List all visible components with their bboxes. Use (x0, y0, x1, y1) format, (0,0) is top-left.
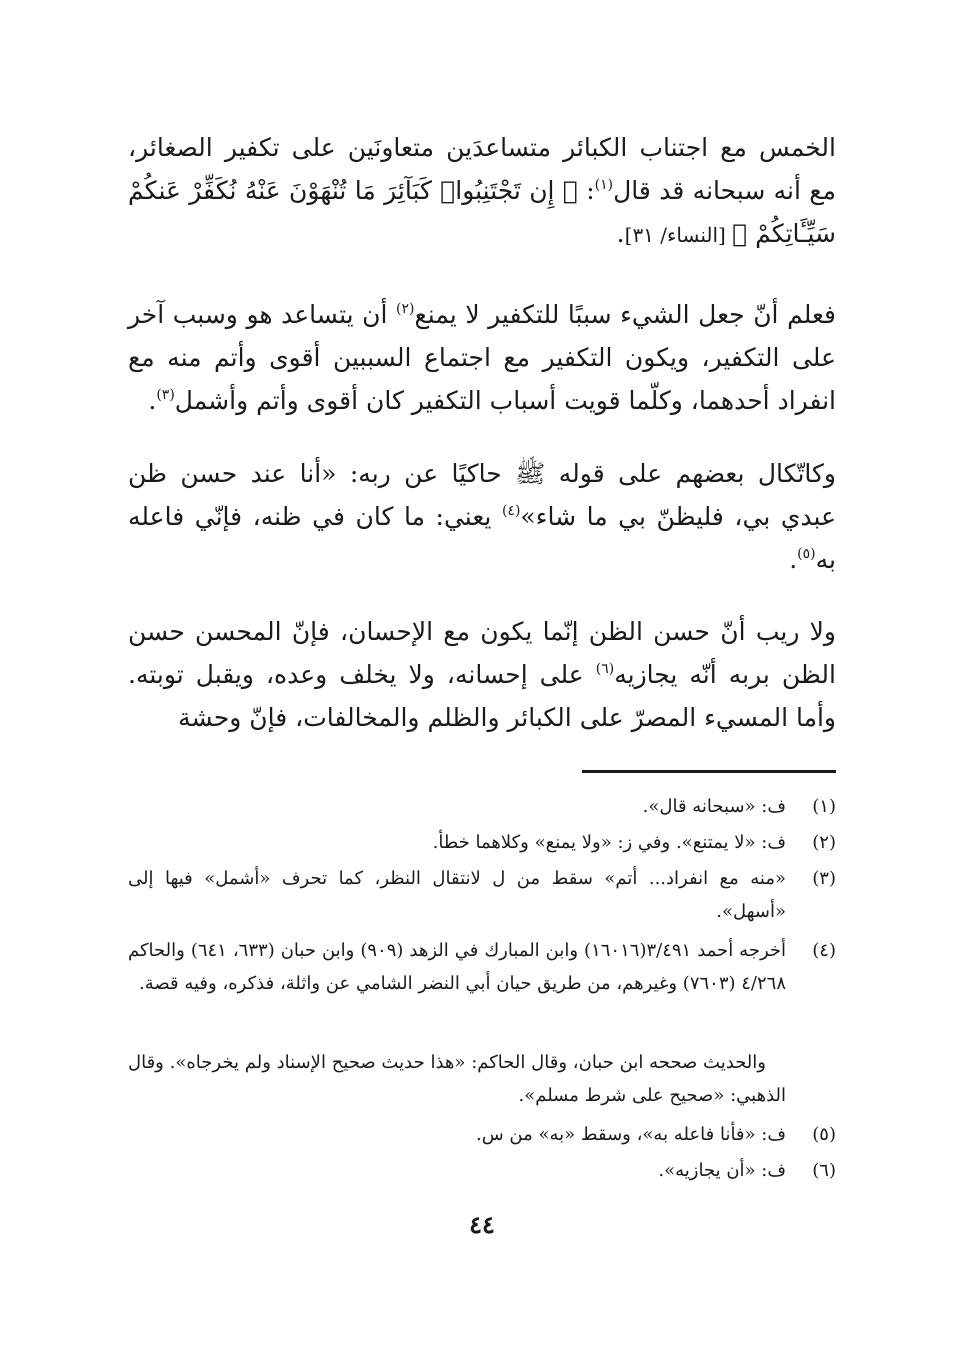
footnote-number: (٥) (812, 1124, 836, 1145)
paragraph-3 (128, 452, 836, 581)
paragraph-2 (128, 293, 836, 422)
footnote-ref-1: (١) (594, 177, 614, 193)
paragraph-3-text: وكاتّكال بعضهم على قوله ﷺ حاكيًا عن ربه: «أنا عند حسن ظن عبدي بي، فليظنّ بي ما شاء» (128, 459, 836, 531)
quran-verse: ﴿ إِن تَجْتَنِبُوا۟ كَبَآئِرَ مَا تُنْهَوْنَ عَنْهُ نُكَفِّرْ عَنكُمْ سَيِّـَٔاتِكُمْ ﴾ (128, 176, 836, 248)
footnote-number: (١) (812, 796, 836, 817)
footnote-text: ف: «سبحانه قال». (642, 796, 786, 817)
paragraph-4-text: ولا ريب أنّ حسن الظن إنّما يكون مع الإحسان، فإنّ المحسن حسن الظن بربه أنّه يجازيه (128, 617, 836, 689)
footnote-6 (128, 1154, 836, 1187)
paragraph-2-text: فعلم أنّ جعل الشيء سببًا للتكفير لا يمنع (414, 300, 836, 329)
paragraph-3-text-cont: يعني: ما كان في ظنه، فإنّي فاعله به (128, 502, 836, 574)
verse-reference: [النساء/ ٣١] (624, 223, 733, 247)
footnote-ref-5: (٥) (797, 546, 816, 562)
colon: : (577, 176, 595, 205)
footnote-4 (128, 934, 836, 1000)
footnote-number: (٤) (812, 940, 836, 961)
paragraph-3-end: . (789, 545, 798, 574)
footnote-text: ف: «فأنا فاعله به»، وسقط «به» من س. (476, 1124, 786, 1145)
footnote-ref-4: (٤) (501, 503, 521, 519)
paragraph-1 (128, 126, 836, 257)
paragraph-2-end: . (148, 386, 157, 415)
footnote-number: (٦) (812, 1160, 836, 1181)
footnote-3 (128, 862, 836, 928)
footnote-4-continuation (128, 1046, 836, 1112)
paragraph-1-text: الخمس مع اجتناب الكبائر متساعدَين متعاونَين على تكفير الصغائر، مع أنه سبحانه قد قال (128, 133, 836, 205)
footnote-ref-3: (٣) (156, 387, 175, 403)
footnote-text: أخرجه أحمد ٣/٤٩١(١٦٠١٦) وابن المبارك في الزهد (٩٠٩) وابن حبان (٦٣٣، ٦٤١) والحاكم ٤/٢٦٨ (٧٦٠٣) وغيرهم، من طريق حيان أبي النضر الشامي عن واثلة، فذكره، وفيه قصة. (128, 940, 787, 994)
footnote-text: ف: «أن يجازيه». (658, 1160, 786, 1181)
paragraph-1-end: . (616, 219, 625, 248)
paragraph-4 (128, 610, 836, 739)
footnote-1 (128, 790, 836, 823)
footnote-ref-6: (٦) (595, 661, 615, 677)
footnote-ref-2: (٢) (396, 301, 415, 317)
page-number: ٤٤ (469, 1210, 495, 1239)
footnote-2 (128, 826, 836, 859)
footnote-text: والحديث صححه ابن حبان، وقال الحاكم: «هذا حديث صحيح الإسناد ولم يخرجاه». وقال الذهبي: «صحيح على شرط مسلم». (128, 1052, 786, 1106)
footnote-text: «منه مع انفراد... أتم» سقط من ل لانتقال النظر، كما تحرف «أشمل» فيها إلى «أسهل». (128, 868, 786, 922)
footnote-divider (582, 770, 836, 773)
paragraph-2-text-cont: أن يتساعد هو وسبب آخر على التكفير، ويكون التكفير مع اجتماع السببين أقوى وأتم منه مع انفراد أحدهما، وكلّما قويت أسباب التكفير كان أقوى وأتم وأشمل (128, 300, 836, 415)
paragraph-4-text-cont: على إحسانه، ولا يخلف وعده، ويقبل توبته. وأما المسيء المصرّ على الكبائر والظلم والمخالفات، فإنّ وحشة (128, 660, 836, 732)
footnote-number: (٢) (812, 832, 836, 853)
footnote-text: ف: «لا يمتنع». وفي ز: «ولا يمنع» وكلاهما خطأ. (432, 832, 786, 853)
footnote-number: (٣) (812, 868, 836, 889)
footnote-5 (128, 1118, 836, 1151)
